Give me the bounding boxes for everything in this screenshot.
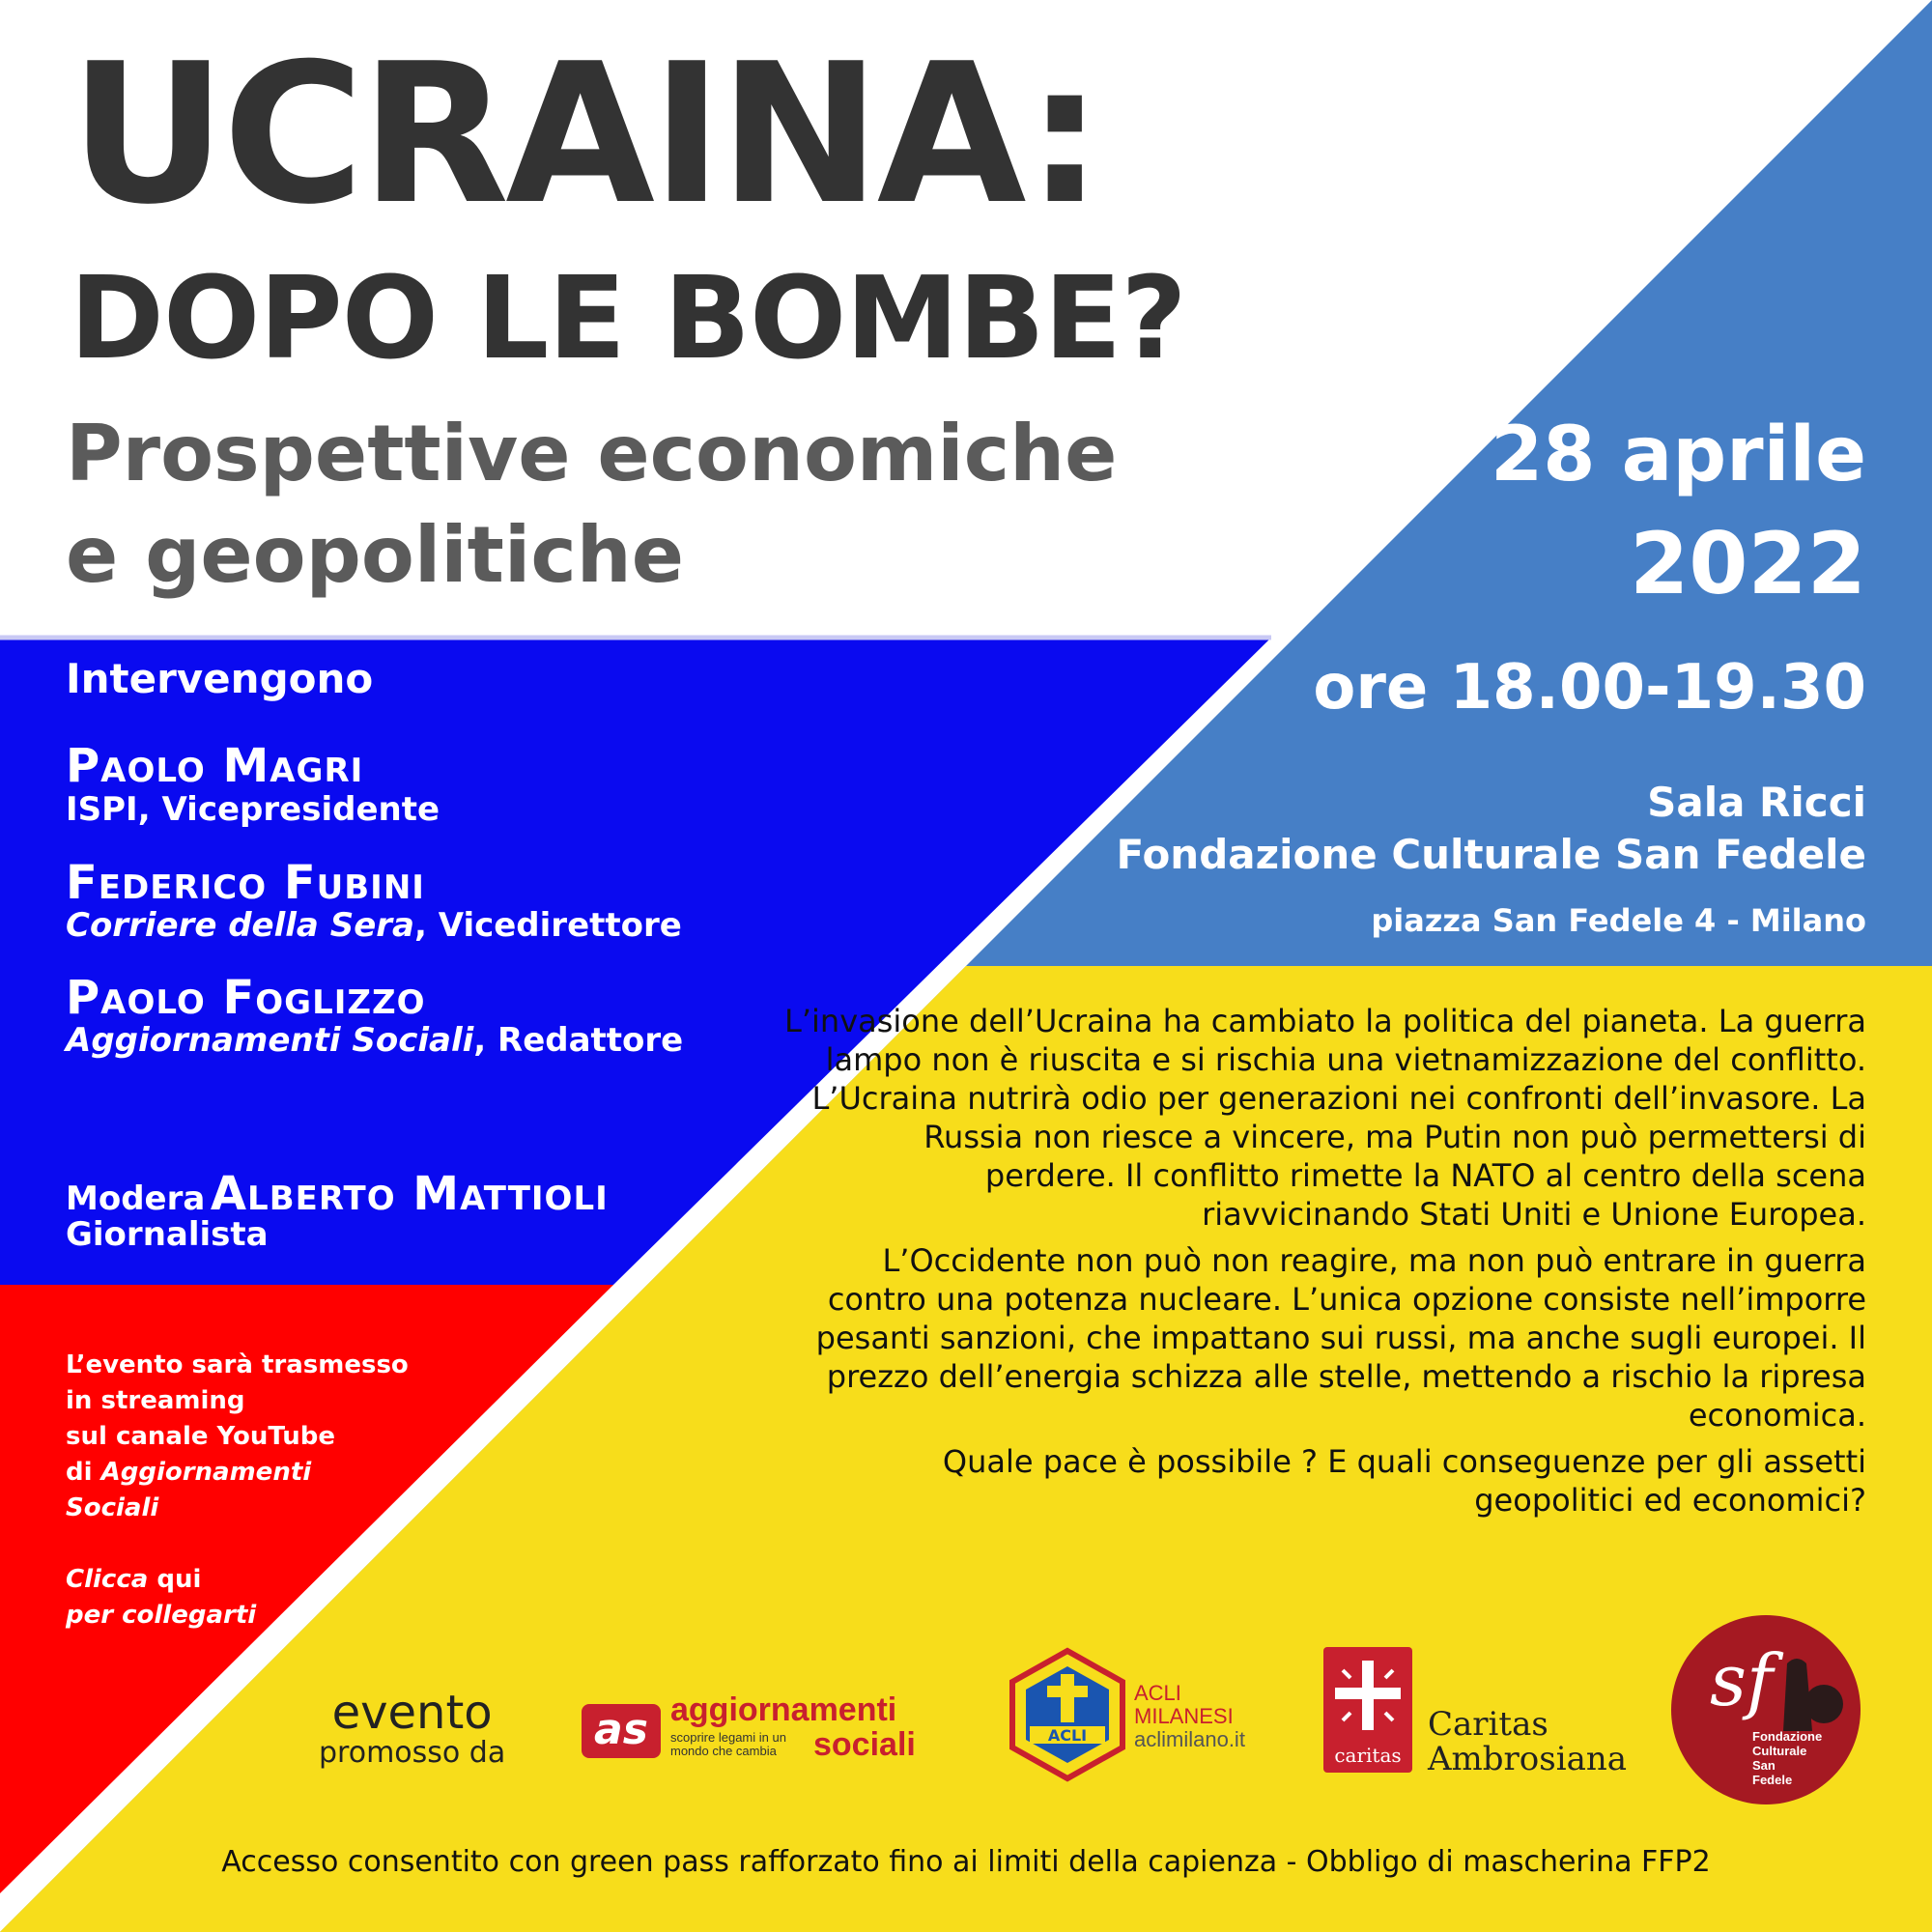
acli-hexagon-icon (1005, 1647, 1130, 1782)
aggiornamenti-sociali-logo[interactable]: as aggiornamenti scoprire legami in un mondo che cambia sociali (582, 1692, 920, 1760)
san-fedele-logo[interactable]: sf Fondazione Culturale San Fedele (1671, 1615, 1861, 1804)
speaker-3-role: Aggiornamenti Sociali, Redattore (66, 1021, 684, 1060)
access-notice: Accesso consentito con green pass rafforzato fino ai limiti della capienza - Obbligo di mascherina FFP2 (221, 1845, 1711, 1879)
streaming-info: L’evento sarà trasmesso in streaming sul canale YouTube di Aggiornamenti Sociali Clicca qui per collegarti (66, 1348, 409, 1634)
subtitle-line-1: Prospettive economiche (66, 409, 1118, 498)
description (784, 1002, 1866, 1527)
promoters-label: evento promosso da (319, 1686, 506, 1770)
event-date: 28 aprile (1490, 412, 1866, 498)
saint-figure-icon (1768, 1644, 1845, 1741)
speakers-intro: Intervengono (66, 655, 374, 702)
moderator-role: Giornalista (66, 1215, 269, 1254)
venue-address: piazza San Fedele 4 - Milano (1371, 902, 1866, 939)
caritas-ambrosiana-logo[interactable]: caritas Caritas Ambrosiana (1323, 1647, 1642, 1782)
speaker-1-role: ISPI, Vicepresidente (66, 790, 440, 829)
venue-room: Sala Ricci (1647, 779, 1866, 826)
venue-name: Fondazione Culturale San Fedele (1116, 831, 1866, 878)
description-paragraph-2: L’Occidente non può non reagire, ma non può entrare in guerra contro una potenza nucleare. L’unica opzione consiste nell’imporre pesanti sanzioni, che impattano sui russi, ma anche sugli europei. Il prezzo dell’energia schizza alle stelle, mettendo a rischio la ripresa economica. (815, 1242, 1866, 1434)
event-time: ore 18.00-19.30 (1313, 652, 1866, 724)
speaker-3-name: Paolo Foglizzo (66, 971, 426, 1025)
event-year: 2022 (1630, 514, 1866, 613)
streaming-link-line2[interactable]: per collegarti (66, 1601, 257, 1630)
moderator-name: Alberto Mattioli (210, 1167, 609, 1221)
moderator (66, 1167, 609, 1221)
caritas-cross-icon: caritas (1323, 1647, 1412, 1773)
sf-mark-icon: sf (1710, 1639, 1774, 1722)
streaming-link[interactable]: Clicca qui (66, 1565, 202, 1594)
speaker-2-name: Federico Fubini (66, 856, 425, 910)
description-paragraph-3: Quale pace è possibile ? E quali conseguenze per gli assetti geopolitici ed economici? (942, 1443, 1866, 1519)
title-line-1: UCRAINA: (70, 22, 1100, 247)
svg-text:ACLI: ACLI (1047, 1726, 1088, 1745)
as-mark-icon: as (582, 1704, 661, 1758)
subtitle-line-2: e geopolitiche (66, 510, 684, 600)
title-line-2: DOPO LE BOMBE? (70, 251, 1186, 384)
moderator-prefix: Modera (66, 1179, 206, 1218)
acli-milanesi-logo[interactable]: ACLI ACLI MILANESI aclimilano.it (1005, 1647, 1256, 1782)
speaker-2-role: Corriere della Sera, Vicedirettore (66, 906, 682, 945)
description-paragraph-1: L’invasione dell’Ucraina ha cambiato la politica del pianeta. La guerra lampo non è riuscita e si rischia una vietnamizzazione del conflitto. L’Ucraina nutrirà odio per generazioni nei confronti dell’invasore. La Russia non riesce a vincere, ma Putin non può permettersi di perdere. Il conflitto rimette la NATO al centro della scena riavvicinando Stati Uniti e Unione Europea. (784, 1003, 1866, 1233)
speaker-1-name: Paolo Magri (66, 739, 364, 793)
